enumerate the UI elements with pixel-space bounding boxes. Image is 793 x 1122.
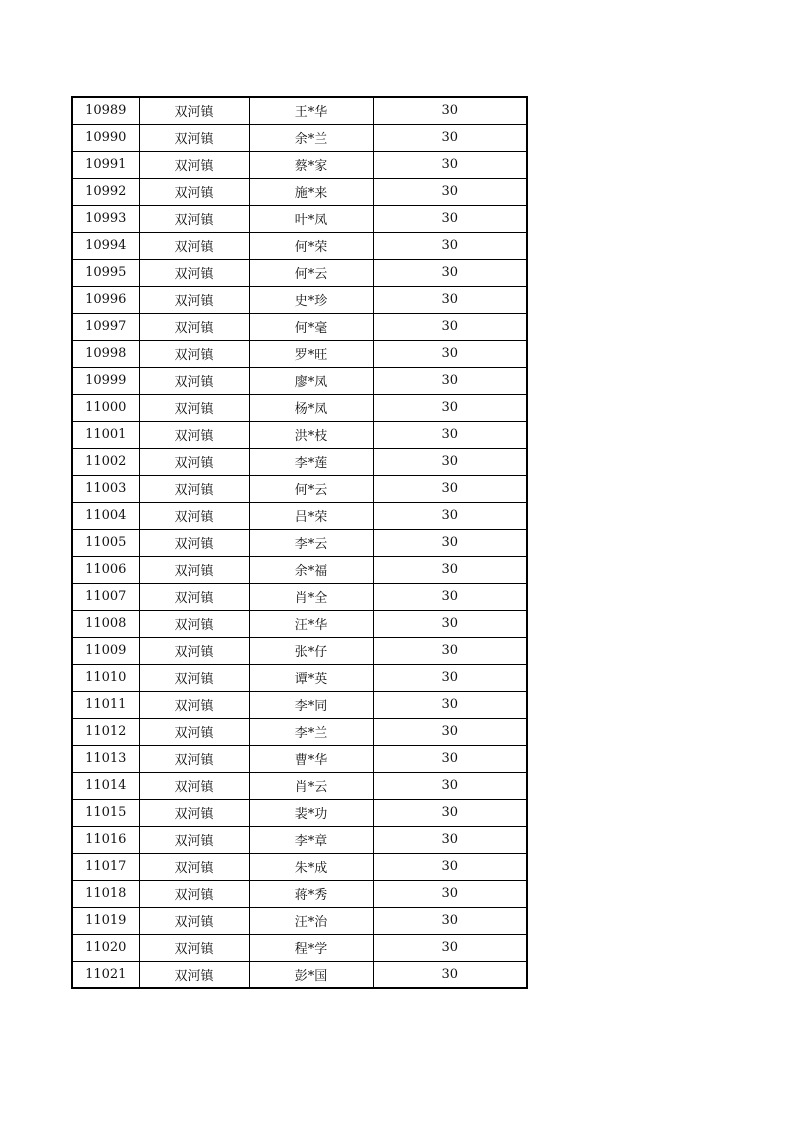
amount-cell: 30 <box>373 718 527 745</box>
amount-cell: 30 <box>373 880 527 907</box>
town-cell: 双河镇 <box>139 907 249 934</box>
person-name-cell: 程*学 <box>249 934 373 961</box>
town-cell: 双河镇 <box>139 286 249 313</box>
person-name-cell: 廖*凤 <box>249 367 373 394</box>
person-name-cell: 曹*华 <box>249 745 373 772</box>
roster-table-body <box>72 97 527 988</box>
town-cell: 双河镇 <box>139 961 249 988</box>
person-name-cell: 施*来 <box>249 178 373 205</box>
town-cell: 双河镇 <box>139 691 249 718</box>
person-name-cell: 罗*旺 <box>249 340 373 367</box>
amount-cell: 30 <box>373 286 527 313</box>
amount-cell: 30 <box>373 583 527 610</box>
row-number-cell: 11003 <box>72 475 139 502</box>
amount-cell: 30 <box>373 475 527 502</box>
person-name-cell: 王*华 <box>249 97 373 124</box>
person-name-cell: 何*荣 <box>249 232 373 259</box>
table-row <box>72 178 527 205</box>
row-number-cell: 11008 <box>72 610 139 637</box>
town-cell: 双河镇 <box>139 664 249 691</box>
row-number-cell: 11007 <box>72 583 139 610</box>
row-number-cell: 11011 <box>72 691 139 718</box>
table-row <box>72 610 527 637</box>
town-cell: 双河镇 <box>139 151 249 178</box>
row-number-cell: 10998 <box>72 340 139 367</box>
row-number-cell: 11010 <box>72 664 139 691</box>
row-number-cell: 10992 <box>72 178 139 205</box>
person-name-cell: 肖*云 <box>249 772 373 799</box>
row-number-cell: 10989 <box>72 97 139 124</box>
row-number-cell: 11009 <box>72 637 139 664</box>
town-cell: 双河镇 <box>139 718 249 745</box>
town-cell: 双河镇 <box>139 529 249 556</box>
person-name-cell: 史*珍 <box>249 286 373 313</box>
town-cell: 双河镇 <box>139 205 249 232</box>
table-row <box>72 97 527 124</box>
town-cell: 双河镇 <box>139 502 249 529</box>
row-number-cell: 10990 <box>72 124 139 151</box>
town-cell: 双河镇 <box>139 610 249 637</box>
person-name-cell: 汪*华 <box>249 610 373 637</box>
row-number-cell: 11016 <box>72 826 139 853</box>
town-cell: 双河镇 <box>139 340 249 367</box>
amount-cell: 30 <box>373 367 527 394</box>
town-cell: 双河镇 <box>139 178 249 205</box>
table-row <box>72 205 527 232</box>
table-row <box>72 421 527 448</box>
table-row <box>72 745 527 772</box>
person-name-cell: 汪*治 <box>249 907 373 934</box>
row-number-cell: 11004 <box>72 502 139 529</box>
town-cell: 双河镇 <box>139 97 249 124</box>
town-cell: 双河镇 <box>139 367 249 394</box>
table-row <box>72 259 527 286</box>
amount-cell: 30 <box>373 340 527 367</box>
person-name-cell: 何*云 <box>249 259 373 286</box>
town-cell: 双河镇 <box>139 583 249 610</box>
town-cell: 双河镇 <box>139 421 249 448</box>
table-row <box>72 529 527 556</box>
table-row <box>72 448 527 475</box>
person-name-cell: 余*福 <box>249 556 373 583</box>
person-name-cell: 吕*荣 <box>249 502 373 529</box>
table-row <box>72 664 527 691</box>
town-cell: 双河镇 <box>139 745 249 772</box>
row-number-cell: 11020 <box>72 934 139 961</box>
person-name-cell: 李*同 <box>249 691 373 718</box>
table-row <box>72 232 527 259</box>
table-row <box>72 637 527 664</box>
table-row <box>72 124 527 151</box>
amount-cell: 30 <box>373 664 527 691</box>
amount-cell: 30 <box>373 772 527 799</box>
table-row <box>72 340 527 367</box>
table-row <box>72 961 527 988</box>
amount-cell: 30 <box>373 745 527 772</box>
table-row <box>72 583 527 610</box>
person-name-cell: 洪*枝 <box>249 421 373 448</box>
amount-cell: 30 <box>373 421 527 448</box>
person-name-cell: 余*兰 <box>249 124 373 151</box>
person-name-cell: 张*仔 <box>249 637 373 664</box>
person-name-cell: 蔡*家 <box>249 151 373 178</box>
table-row <box>72 691 527 718</box>
town-cell: 双河镇 <box>139 853 249 880</box>
row-number-cell: 10996 <box>72 286 139 313</box>
person-name-cell: 何*云 <box>249 475 373 502</box>
table-row <box>72 502 527 529</box>
town-cell: 双河镇 <box>139 880 249 907</box>
town-cell: 双河镇 <box>139 772 249 799</box>
person-name-cell: 肖*全 <box>249 583 373 610</box>
amount-cell: 30 <box>373 232 527 259</box>
amount-cell: 30 <box>373 151 527 178</box>
person-name-cell: 彭*国 <box>249 961 373 988</box>
table-row <box>72 718 527 745</box>
town-cell: 双河镇 <box>139 232 249 259</box>
town-cell: 双河镇 <box>139 556 249 583</box>
person-name-cell: 谭*英 <box>249 664 373 691</box>
town-cell: 双河镇 <box>139 637 249 664</box>
amount-cell: 30 <box>373 313 527 340</box>
person-name-cell: 何*毫 <box>249 313 373 340</box>
row-number-cell: 11018 <box>72 880 139 907</box>
row-number-cell: 11002 <box>72 448 139 475</box>
person-name-cell: 李*莲 <box>249 448 373 475</box>
table-row <box>72 772 527 799</box>
amount-cell: 30 <box>373 205 527 232</box>
row-number-cell: 11000 <box>72 394 139 421</box>
roster-table <box>71 96 528 989</box>
amount-cell: 30 <box>373 691 527 718</box>
row-number-cell: 10995 <box>72 259 139 286</box>
person-name-cell: 叶*凤 <box>249 205 373 232</box>
row-number-cell: 10991 <box>72 151 139 178</box>
row-number-cell: 10997 <box>72 313 139 340</box>
amount-cell: 30 <box>373 529 527 556</box>
amount-cell: 30 <box>373 178 527 205</box>
amount-cell: 30 <box>373 556 527 583</box>
town-cell: 双河镇 <box>139 259 249 286</box>
row-number-cell: 10993 <box>72 205 139 232</box>
row-number-cell: 11006 <box>72 556 139 583</box>
amount-cell: 30 <box>373 97 527 124</box>
row-number-cell: 10999 <box>72 367 139 394</box>
table-row <box>72 286 527 313</box>
table-row <box>72 880 527 907</box>
row-number-cell: 11017 <box>72 853 139 880</box>
table-row <box>72 367 527 394</box>
row-number-cell: 11001 <box>72 421 139 448</box>
row-number-cell: 10994 <box>72 232 139 259</box>
row-number-cell: 11019 <box>72 907 139 934</box>
town-cell: 双河镇 <box>139 826 249 853</box>
amount-cell: 30 <box>373 502 527 529</box>
row-number-cell: 11021 <box>72 961 139 988</box>
person-name-cell: 李*兰 <box>249 718 373 745</box>
town-cell: 双河镇 <box>139 394 249 421</box>
amount-cell: 30 <box>373 853 527 880</box>
row-number-cell: 11015 <box>72 799 139 826</box>
table-row <box>72 475 527 502</box>
amount-cell: 30 <box>373 637 527 664</box>
town-cell: 双河镇 <box>139 475 249 502</box>
amount-cell: 30 <box>373 259 527 286</box>
town-cell: 双河镇 <box>139 448 249 475</box>
row-number-cell: 11014 <box>72 772 139 799</box>
amount-cell: 30 <box>373 394 527 421</box>
table-row <box>72 853 527 880</box>
table-row <box>72 826 527 853</box>
row-number-cell: 11012 <box>72 718 139 745</box>
town-cell: 双河镇 <box>139 799 249 826</box>
table-row <box>72 907 527 934</box>
person-name-cell: 李*章 <box>249 826 373 853</box>
table-row <box>72 934 527 961</box>
table-row <box>72 151 527 178</box>
amount-cell: 30 <box>373 124 527 151</box>
person-name-cell: 裴*功 <box>249 799 373 826</box>
town-cell: 双河镇 <box>139 313 249 340</box>
person-name-cell: 朱*成 <box>249 853 373 880</box>
table-row <box>72 556 527 583</box>
town-cell: 双河镇 <box>139 934 249 961</box>
row-number-cell: 11005 <box>72 529 139 556</box>
person-name-cell: 蒋*秀 <box>249 880 373 907</box>
amount-cell: 30 <box>373 907 527 934</box>
person-name-cell: 杨*凤 <box>249 394 373 421</box>
table-row <box>72 799 527 826</box>
amount-cell: 30 <box>373 610 527 637</box>
person-name-cell: 李*云 <box>249 529 373 556</box>
amount-cell: 30 <box>373 826 527 853</box>
amount-cell: 30 <box>373 448 527 475</box>
amount-cell: 30 <box>373 961 527 988</box>
amount-cell: 30 <box>373 934 527 961</box>
row-number-cell: 11013 <box>72 745 139 772</box>
table-row <box>72 313 527 340</box>
town-cell: 双河镇 <box>139 124 249 151</box>
table-row <box>72 394 527 421</box>
amount-cell: 30 <box>373 799 527 826</box>
